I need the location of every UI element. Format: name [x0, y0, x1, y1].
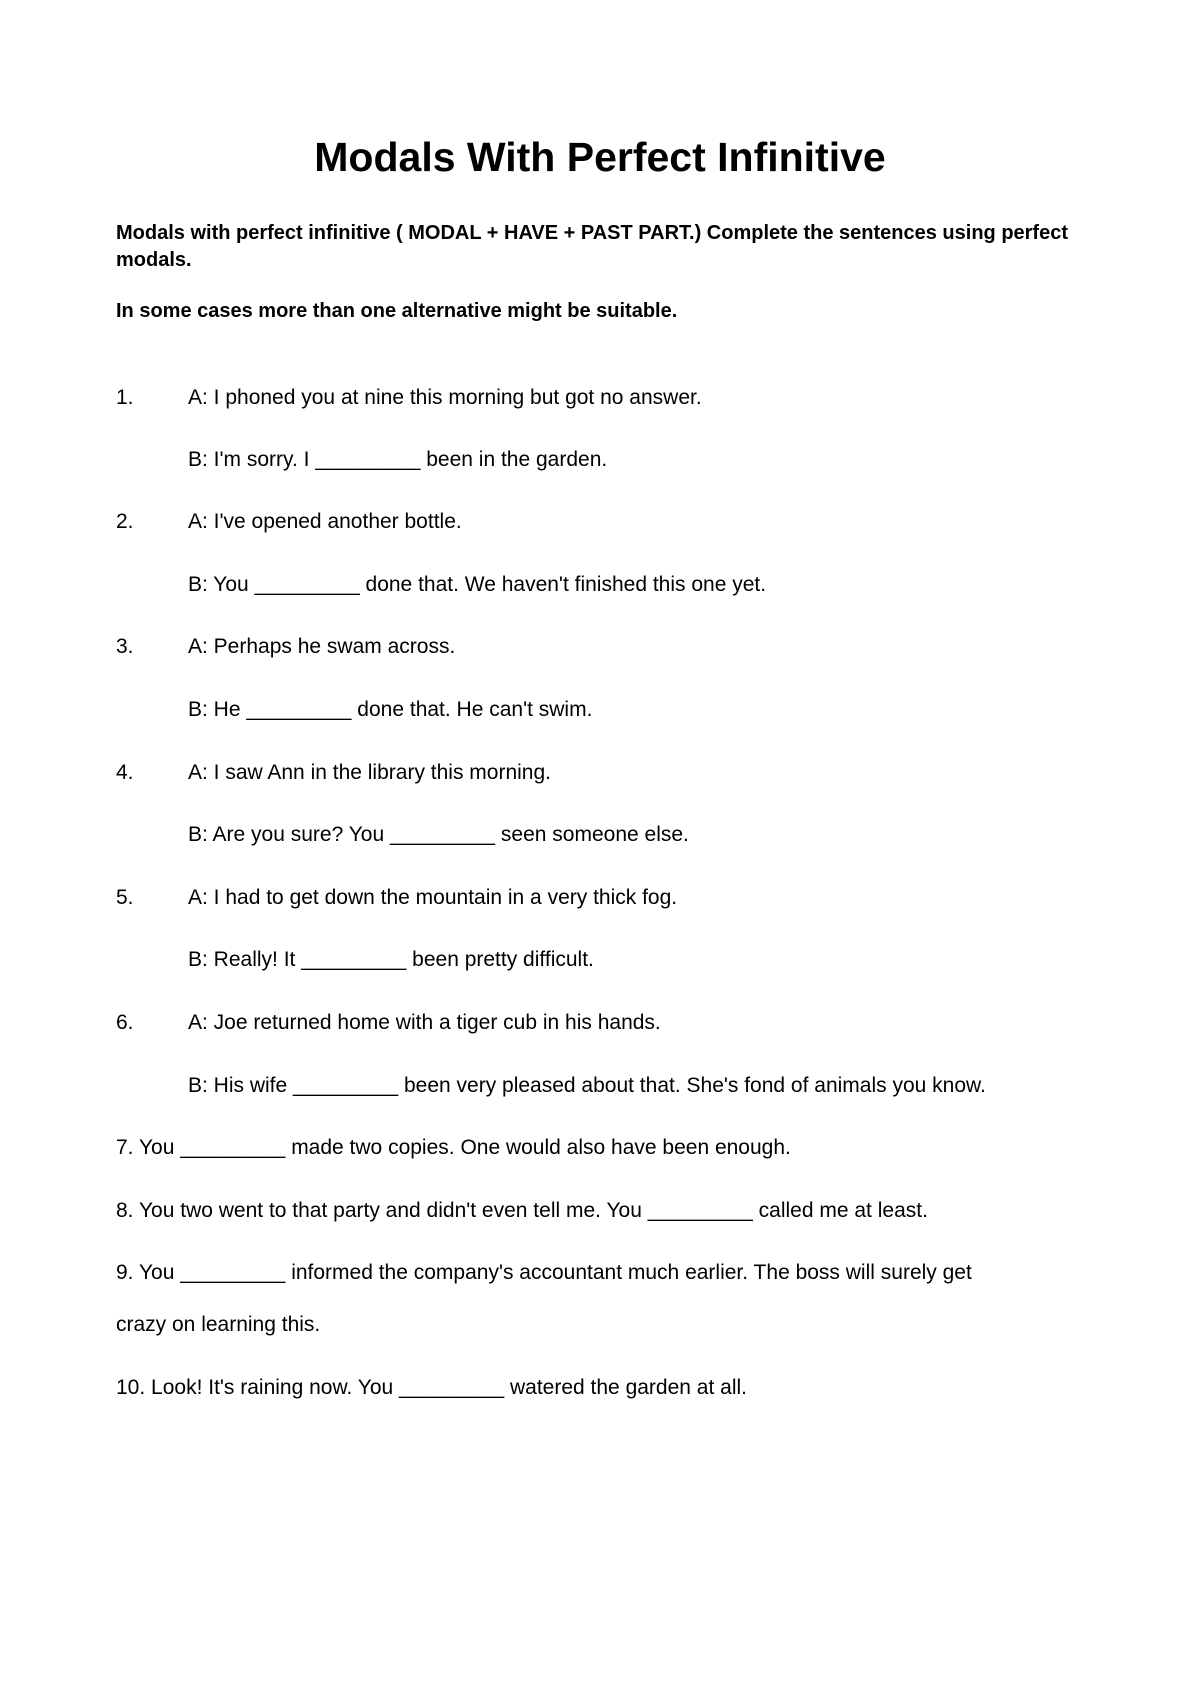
sentence-text: crazy on learning this. [116, 1313, 321, 1336]
sentence-text: 9. You _________ informed the company's accountant much earlier. The boss will surely get [116, 1261, 972, 1284]
sentence-text: 8. You two went to that party and didn't even tell me. You _________ called me at least. [116, 1199, 928, 1222]
exercise-number: 5. [116, 886, 134, 909]
sentence-text: 7. You _________ made two copies. One would also have been enough. [116, 1136, 791, 1159]
exercise-prompt: A: I phoned you at nine this morning but got no answer. [188, 386, 702, 409]
exercise-prompt: A: Perhaps he swam across. [188, 635, 456, 658]
exercise-response: B: I'm sorry. I _________ been in the garden. [188, 448, 608, 471]
exercise-response: B: Are you sure? You _________ seen someone else. [188, 823, 689, 846]
exercise-number: 3. [116, 635, 134, 658]
exercise-response: B: You _________ done that. We haven't finished this one yet. [188, 573, 767, 596]
exercise-response: B: Really! It _________ been pretty difficult. [188, 948, 594, 971]
exercise-response: B: He _________ done that. He can't swim. [188, 698, 593, 721]
exercise-response: B: His wife _________ been very pleased about that. She's fond of animals you know. [188, 1074, 986, 1097]
exercise-number: 1. [116, 386, 134, 409]
page-title: Modals With Perfect Infinitive [314, 134, 886, 180]
exercise-number: 6. [116, 1011, 134, 1034]
exercise-number: 2. [116, 510, 134, 533]
exercise-prompt: A: I saw Ann in the library this morning. [188, 761, 551, 784]
exercise-prompt: A: I've opened another bottle. [188, 510, 462, 533]
instructions: Modals with perfect infinitive ( MODAL + HAVE + PAST PART.) Complete the sentences using perfect modals. [116, 222, 1069, 271]
exercise-prompt: A: Joe returned home with a tiger cub in his hands. [188, 1011, 661, 1034]
sentence-text: 10. Look! It's raining now. You _________ watered the garden at all. [116, 1376, 747, 1399]
exercise-number: 4. [116, 761, 134, 784]
instructions-note: In some cases more than one alternative might be suitable. [116, 300, 678, 322]
exercise-prompt: A: I had to get down the mountain in a very thick fog. [188, 886, 678, 909]
